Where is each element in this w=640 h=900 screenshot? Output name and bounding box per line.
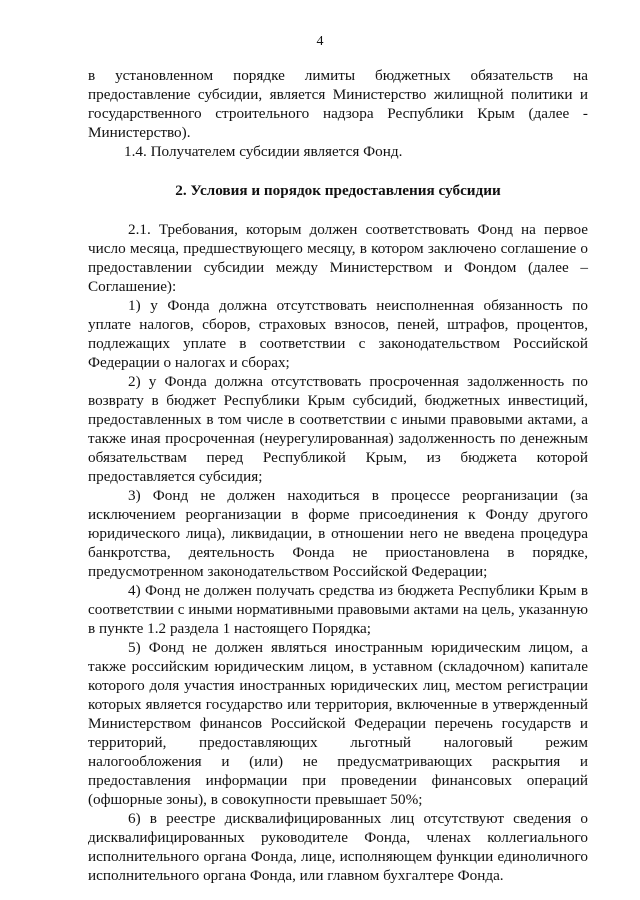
intro-paragraph-continuation: в установленном порядке лимиты бюджетных обязательств на предоставление субсидии, является Министерство жилищной политики и государственного строительного надзора Республики Крым (далее - Министерство). [88, 67, 588, 141]
requirement-item-2: 2) у Фонда должна отсутствовать просроченная задолженность по возврату в бюджет Республики Крым субсидий, бюджетных инвестиций, предоставленных в том числе в соответствии с иными правовыми актами, а также иная просроченная (неурегулированная) задолженность по денежным обязательствам перед Республикой Крым, из бюджета которой предоставляется субсидия; [88, 373, 588, 485]
section-2-heading: 2. Условия и порядок предоставления субсидии [175, 182, 501, 199]
page-number: 4 [316, 34, 324, 49]
requirement-item-1: 1) у Фонда должна отсутствовать неисполненная обязанность по уплате налогов, сборов, страховых взносов, пеней, штрафов, процентов, подлежащих уплате в соответствии с законодательством Российской Федерации о налогах и сборах; [88, 297, 588, 371]
requirement-item-3: 3) Фонд не должен находиться в процессе реорганизации (за исключением реорганизации в форме присоединения к Фонду другого юридического лица), ликвидации, в отношении него не введена процедура банкротства, деятельность Фонда не приостановлена в порядке, предусмотренном законодательством Российской Федерации; [88, 487, 588, 580]
requirement-item-5: 5) Фонд не должен являться иностранным юридическим лицом, а также российским юридическим лицом, в уставном (складочном) капитале которого доля участия иностранных юридических лиц, местом регистрации которых является государство или территория, включенные в утвержденный Министерством финансов Российской Федерации перечень государств и территорий, предоставляющих льготный налоговый режим налогообложения и (или) не предусматривающих раскрытия и предоставления информации при проведении финансовых операций (офшорные зоны), в совокупности превышает 50%; [88, 639, 588, 808]
clause-1-4: 1.4. Получателем субсидии является Фонд. [124, 143, 403, 160]
requirement-item-4: 4) Фонд не должен получать средства из бюджета Республики Крым в соответствии с иными нормативными правовыми актами на цель, указанную в пункте 1.2 раздела 1 настоящего Порядка; [88, 582, 588, 637]
requirement-item-6: 6) в реестре дисквалифицированных лиц отсутствуют сведения о дисквалифицированных руководителе Фонда, членах коллегиального исполнительного органа Фонда, лице, исполняющем функции единоличного исполнительного органа Фонда, или главном бухгалтере Фонда. [88, 810, 588, 884]
document-body [88, 66, 588, 885]
clause-2-1: 2.1. Требования, которым должен соответствовать Фонд на первое число месяца, предшествующего месяцу, в котором заключено соглашение о предоставлении субсидии между Министерством и Фондом (далее – Соглашение): [88, 221, 588, 295]
